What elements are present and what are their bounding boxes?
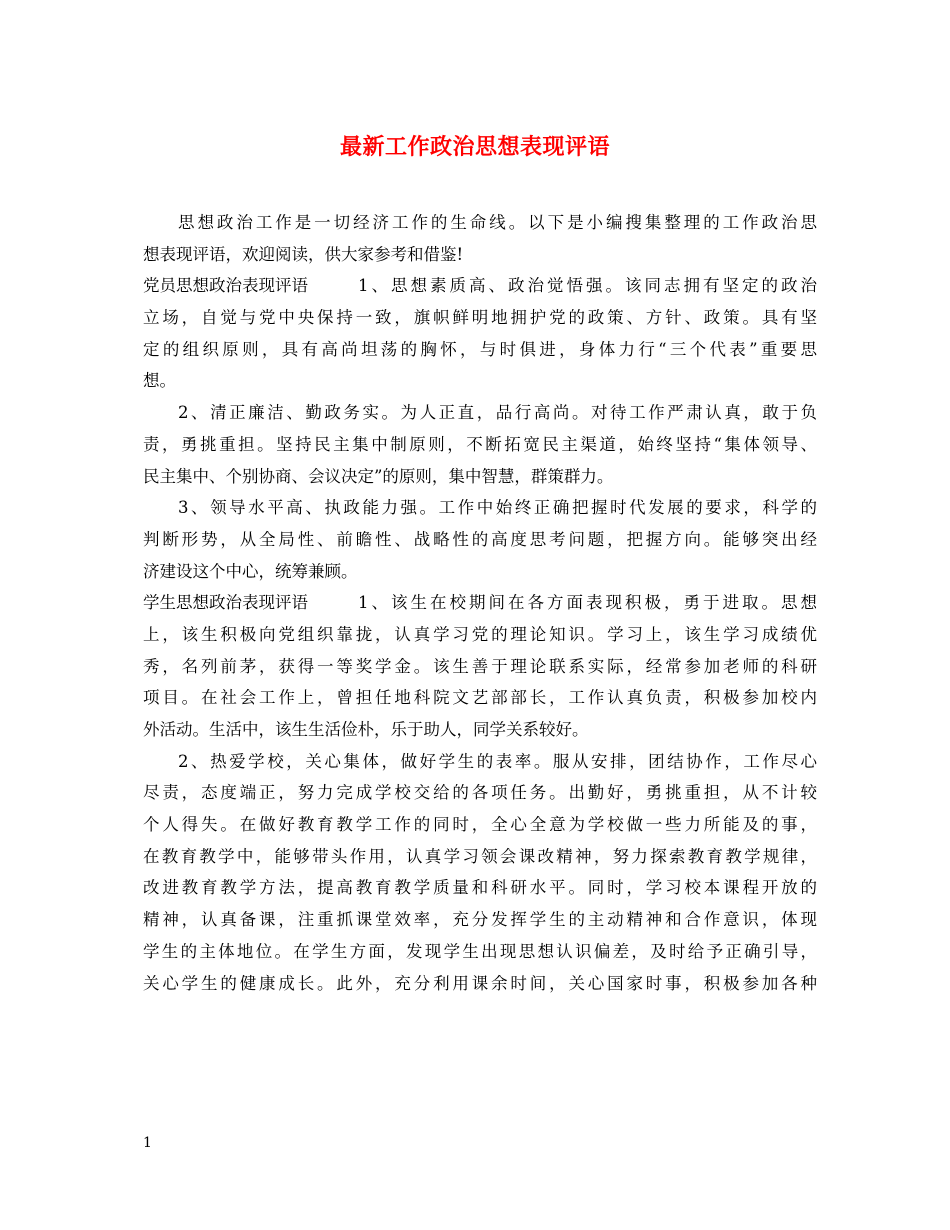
party-p1-line-4: 想。 bbox=[143, 371, 176, 391]
student-p1-line-2: 上，该生积极向党组织靠拢，认真学习党的理论知识。学习上，该生学习成绩优 bbox=[143, 624, 817, 644]
student-p2-line-4: 在教育教学中，能够带头作用，认真学习领会课改精神，努力探索教育教学规律， bbox=[143, 846, 817, 866]
student-p2-line-1: 2、热爱学校，关心集体，做好学生的表率。服从安排，团结协作，工作尽心 bbox=[178, 751, 817, 771]
intro-line-2: 想表现评语，欢迎阅读，供大家参考和借鉴! bbox=[143, 244, 464, 264]
student-p1-line-1: 1、该生在校期间在各方面表现积极，勇于进取。思想 bbox=[358, 593, 817, 613]
document-body bbox=[143, 207, 817, 999]
student-p2-line-7: 学生的主体地位。在学生方面，发现学生出现思想认识偏差，及时给予正确引导， bbox=[143, 941, 817, 961]
student-p2-line-8: 关心学生的健康成长。此外，充分利用课余时间，关心国家时事，积极参加各种 bbox=[143, 973, 817, 993]
party-section-heading: 党员思想政治表现评语 bbox=[143, 276, 308, 296]
party-p1-line-2: 立场，自觉与党中央保持一致，旗帜鲜明地拥护党的政策、方针、政策。具有坚 bbox=[143, 308, 817, 328]
party-p3-line-1: 3、领导水平高、执政能力强。工作中始终正确把握时代发展的要求，科学的 bbox=[178, 498, 817, 518]
intro-line-1: 思想政治工作是一切经济工作的生命线。以下是小编搜集整理的工作政治思 bbox=[178, 213, 817, 232]
student-p2-line-6: 精神，认真备课，注重抓课堂效率，充分发挥学生的主动精神和合作意识，体现 bbox=[143, 910, 817, 930]
party-p1-line-1: 1、思想素质高、政治觉悟强。该同志拥有坚定的政治 bbox=[358, 276, 817, 296]
party-p2-line-3: 民主集中、个别协商、会议决定”的原则，集中智慧，群策群力。 bbox=[143, 466, 614, 486]
student-p1-line-3: 秀，名列前茅，获得一等奖学金。该生善于理论联系实际，经常参加老师的科研 bbox=[143, 656, 817, 676]
page-title: 最新工作政治思想表现评语 bbox=[339, 134, 610, 160]
student-section-heading: 学生思想政治表现评语 bbox=[143, 593, 308, 613]
party-p1-line-3: 定的组织原则，具有高尚坦荡的胸怀，与时俱进，身体力行“三个代表”重要思 bbox=[143, 339, 817, 359]
party-p3-line-3: 济建设这个中心，统筹兼顾。 bbox=[143, 561, 358, 581]
page-number: 1 bbox=[143, 1135, 152, 1151]
party-p2-line-2: 责，勇挑重担。坚持民主集中制原则，不断拓宽民主渠道，始终坚持“集体领导、 bbox=[143, 434, 817, 454]
student-p1-line-4: 项目。在社会工作上，曾担任地科院文艺部部长，工作认真负责，积极参加校内 bbox=[143, 688, 817, 708]
party-p3-line-2: 判断形势，从全局性、前瞻性、战略性的高度思考问题，把握方向。能够突出经 bbox=[143, 529, 817, 549]
student-p2-line-3: 个人得失。在做好教育教学工作的同时，全心全意为学校做一些力所能及的事， bbox=[143, 815, 817, 835]
party-heading-line bbox=[143, 270, 817, 302]
student-p2-line-5: 改进教育教学方法，提高教育教学质量和科研水平。同时，学习校本课程开放的 bbox=[143, 878, 817, 898]
party-p2-line-1: 2、清正廉洁、勤政务实。为人正直，品行高尚。对待工作严肃认真，敢于负 bbox=[178, 403, 817, 423]
student-heading-line bbox=[143, 587, 817, 619]
student-p1-line-5: 外活动。生活中，该生生活俭朴，乐于助人，同学关系较好。 bbox=[143, 720, 589, 739]
student-p2-line-2: 尽责，态度端正，努力完成学校交给的各项任务。出勤好，勇挑重担，从不计较 bbox=[143, 783, 817, 803]
